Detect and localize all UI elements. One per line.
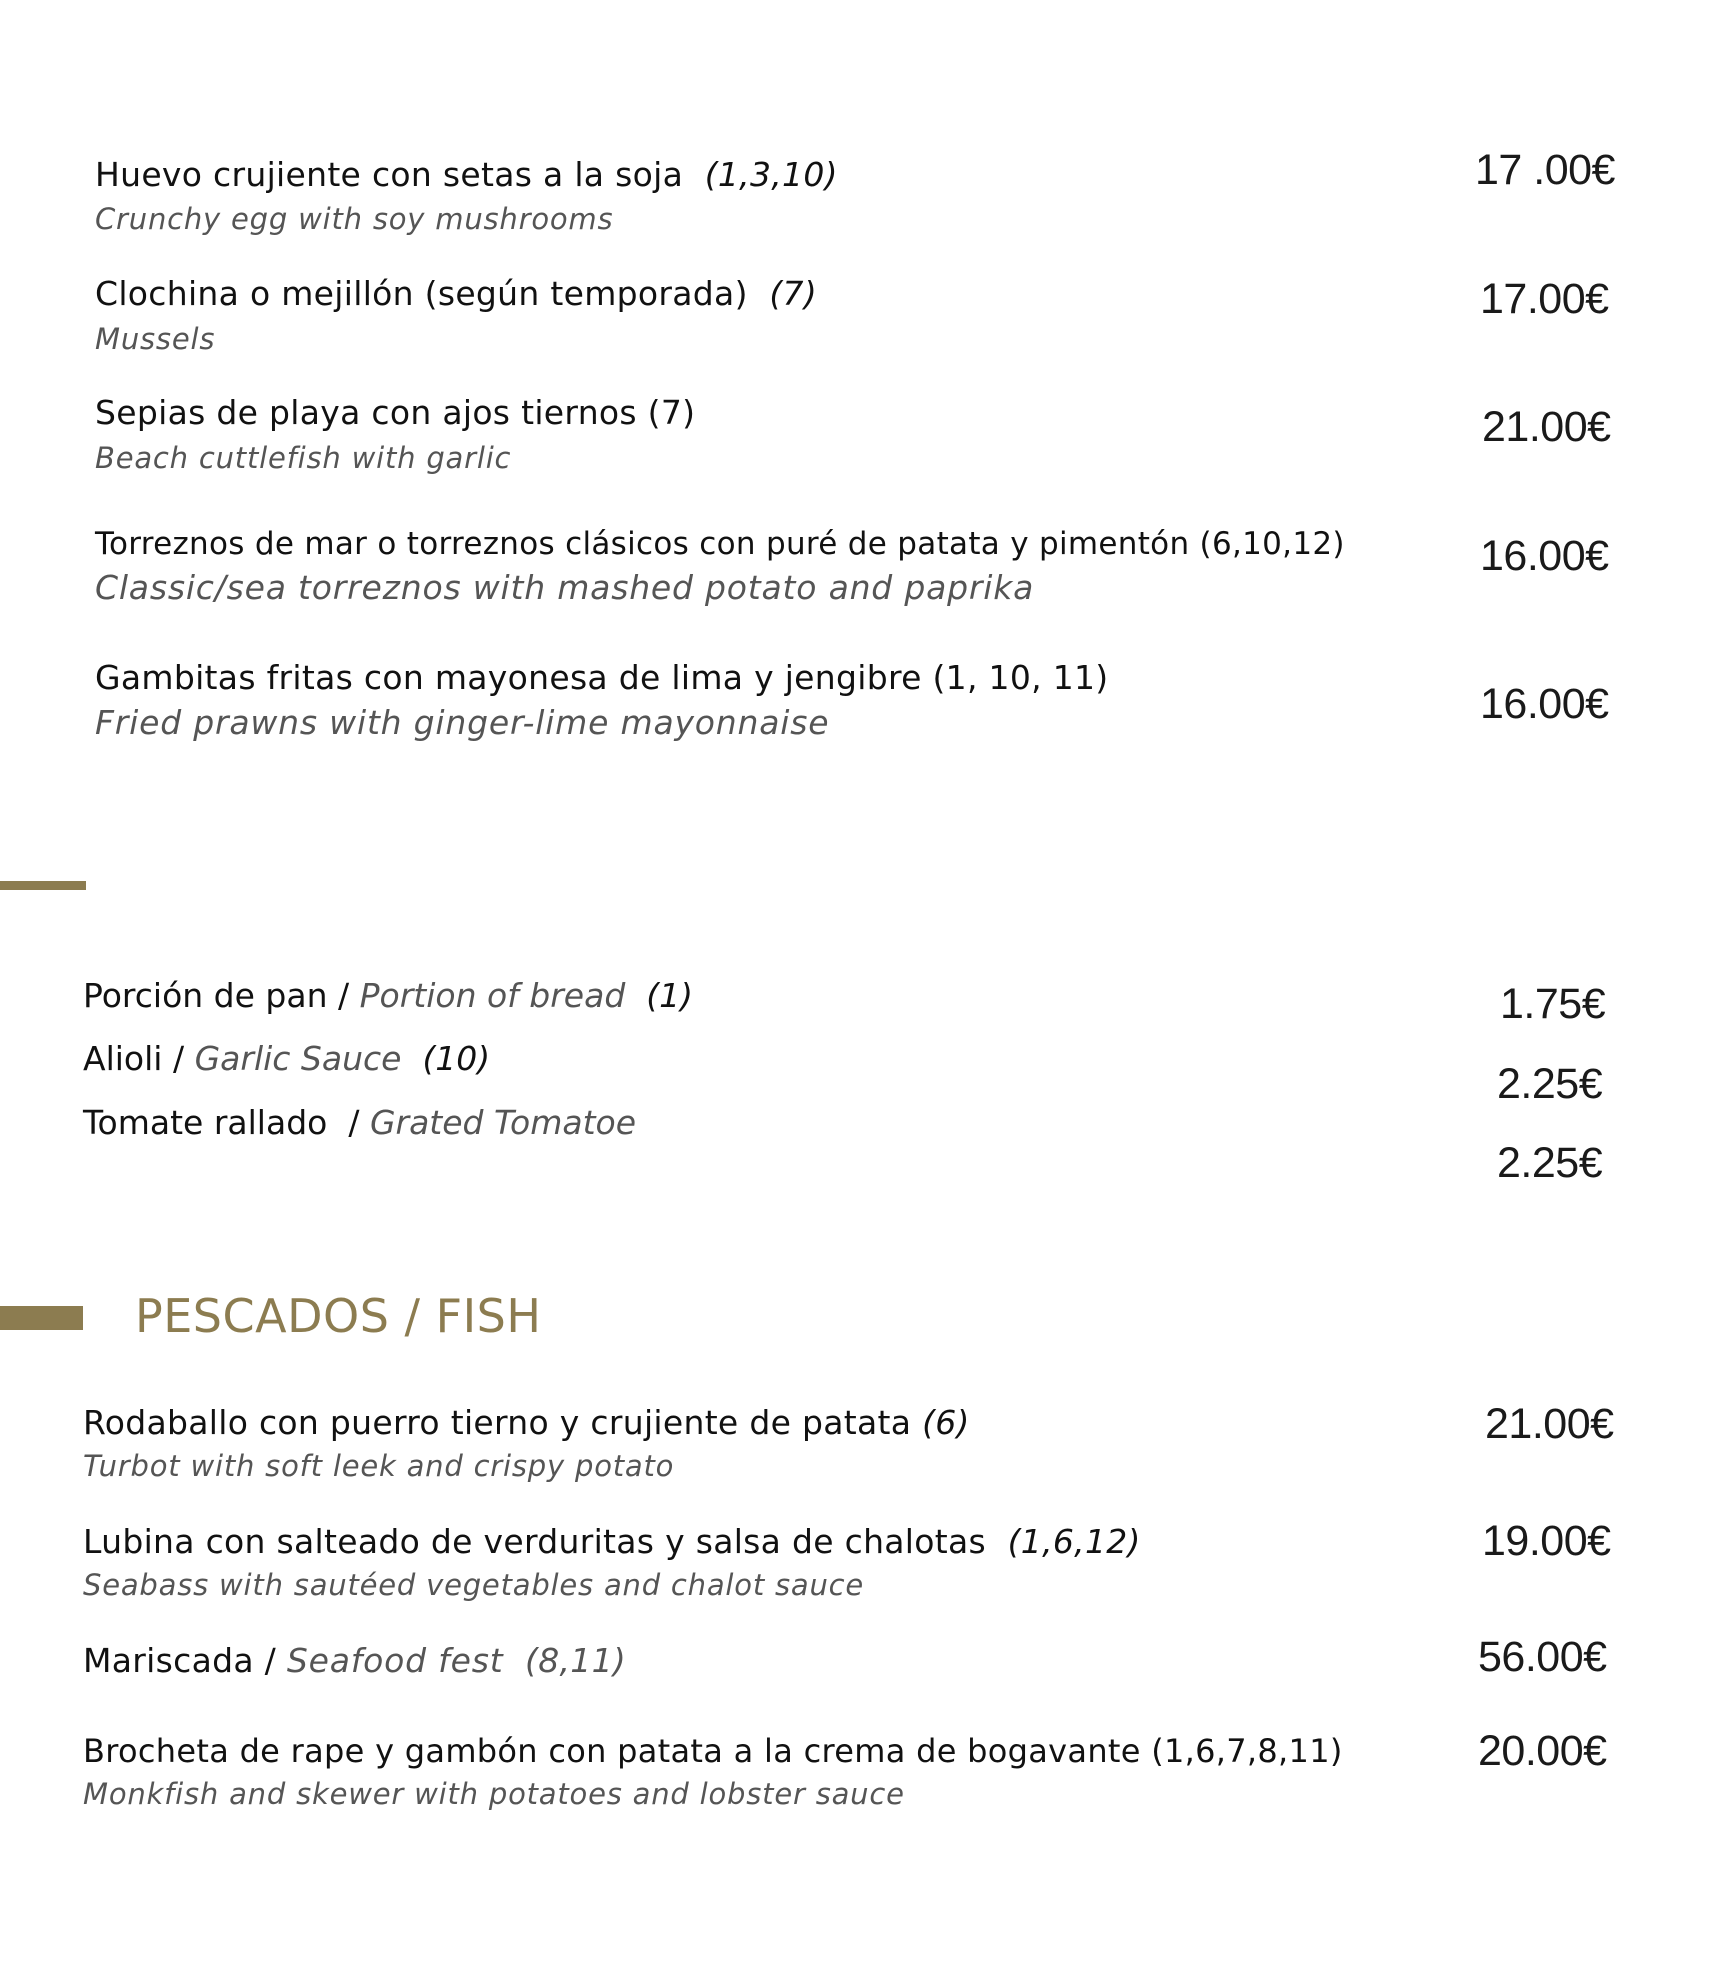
- menu-item-price: 20.00€: [1478, 1727, 1607, 1775]
- menu-item-translation: Monkfish and skewer with potatoes and lobster sauce: [83, 1777, 905, 1811]
- menu-item-title: Mariscada / Seafood fest (8,11): [83, 1641, 627, 1680]
- menu-item-translation: Mussels: [95, 322, 216, 356]
- allergen-codes: (6): [922, 1403, 970, 1442]
- allergen-codes: (7): [769, 274, 817, 313]
- menu-item-translation: Fried prawns with ginger-lime mayonnaise: [95, 703, 830, 742]
- menu-item-price: 16.00€: [1480, 680, 1609, 728]
- menu-item-price: 56.00€: [1478, 1633, 1607, 1681]
- menu-item-title: Gambitas fritas con mayonesa de lima y jengibre (1, 10, 11): [95, 658, 1109, 697]
- side-item-price: 2.25€: [1497, 1139, 1603, 1187]
- side-item-title: Porción de pan / Portion of bread (1): [83, 976, 694, 1015]
- allergen-codes: (1,6,12): [1007, 1522, 1141, 1561]
- side-item-price: 1.75€: [1500, 980, 1606, 1028]
- menu-item-price: 17.00€: [1480, 275, 1609, 323]
- side-item-title: Alioli / Garlic Sauce (10): [83, 1039, 491, 1078]
- menu-item-price: 21.00€: [1485, 1400, 1614, 1448]
- section-heading: PESCADOS / FISH: [135, 1289, 542, 1343]
- menu-item-title: Rodaballo con puerro tierno y crujiente de patata (6): [83, 1403, 970, 1442]
- allergen-codes: (1,3,10): [704, 155, 838, 194]
- menu-item-title: Huevo crujiente con setas a la soja (1,3,10): [95, 155, 838, 194]
- section-divider-bar: [0, 881, 86, 890]
- menu-item-translation: Classic/sea torreznos with mashed potato and paprika: [95, 568, 1035, 607]
- menu-item-translation: Beach cuttlefish with garlic: [95, 441, 512, 475]
- menu-item-title: Sepias de playa con ajos tiernos (7): [95, 393, 696, 432]
- allergen-codes: (10): [422, 1039, 491, 1078]
- menu-item-title: Brocheta de rape y gambón con patata a la crema de bogavante (1,6,7,8,11): [83, 1732, 1343, 1770]
- menu-item-price: 19.00€: [1482, 1517, 1611, 1565]
- menu-item-title: Clochina o mejillón (según temporada) (7): [95, 274, 817, 313]
- menu-item-translation: Seabass with sautéed vegetables and chalot sauce: [83, 1568, 865, 1602]
- allergen-codes: (8,11): [525, 1641, 627, 1680]
- menu-item-translation: Turbot with soft leek and crispy potato: [83, 1449, 675, 1483]
- menu-item-translation: Crunchy egg with soy mushrooms: [95, 202, 614, 236]
- section-heading-bar: [0, 1306, 83, 1330]
- menu-item-price: 16.00€: [1480, 532, 1609, 580]
- side-item-price: 2.25€: [1497, 1060, 1603, 1108]
- side-item-translation: Grated Tomatoe: [369, 1103, 637, 1142]
- menu-item-price: 21.00€: [1482, 403, 1611, 451]
- side-item-title: Tomate rallado / Grated Tomatoe: [83, 1103, 637, 1142]
- menu-item-title: Lubina con salteado de verduritas y salsa de chalotas (1,6,12): [83, 1522, 1141, 1561]
- side-item-translation: Portion of bread: [359, 976, 626, 1015]
- menu-item-price: 17 .00€: [1475, 146, 1615, 194]
- menu-item-title: Torreznos de mar o torreznos clásicos con puré de patata y pimentón (6,10,12): [95, 526, 1345, 562]
- allergen-codes: (1): [646, 976, 694, 1015]
- side-item-translation: Garlic Sauce: [194, 1039, 402, 1078]
- menu-item-translation: Seafood fest: [286, 1641, 504, 1680]
